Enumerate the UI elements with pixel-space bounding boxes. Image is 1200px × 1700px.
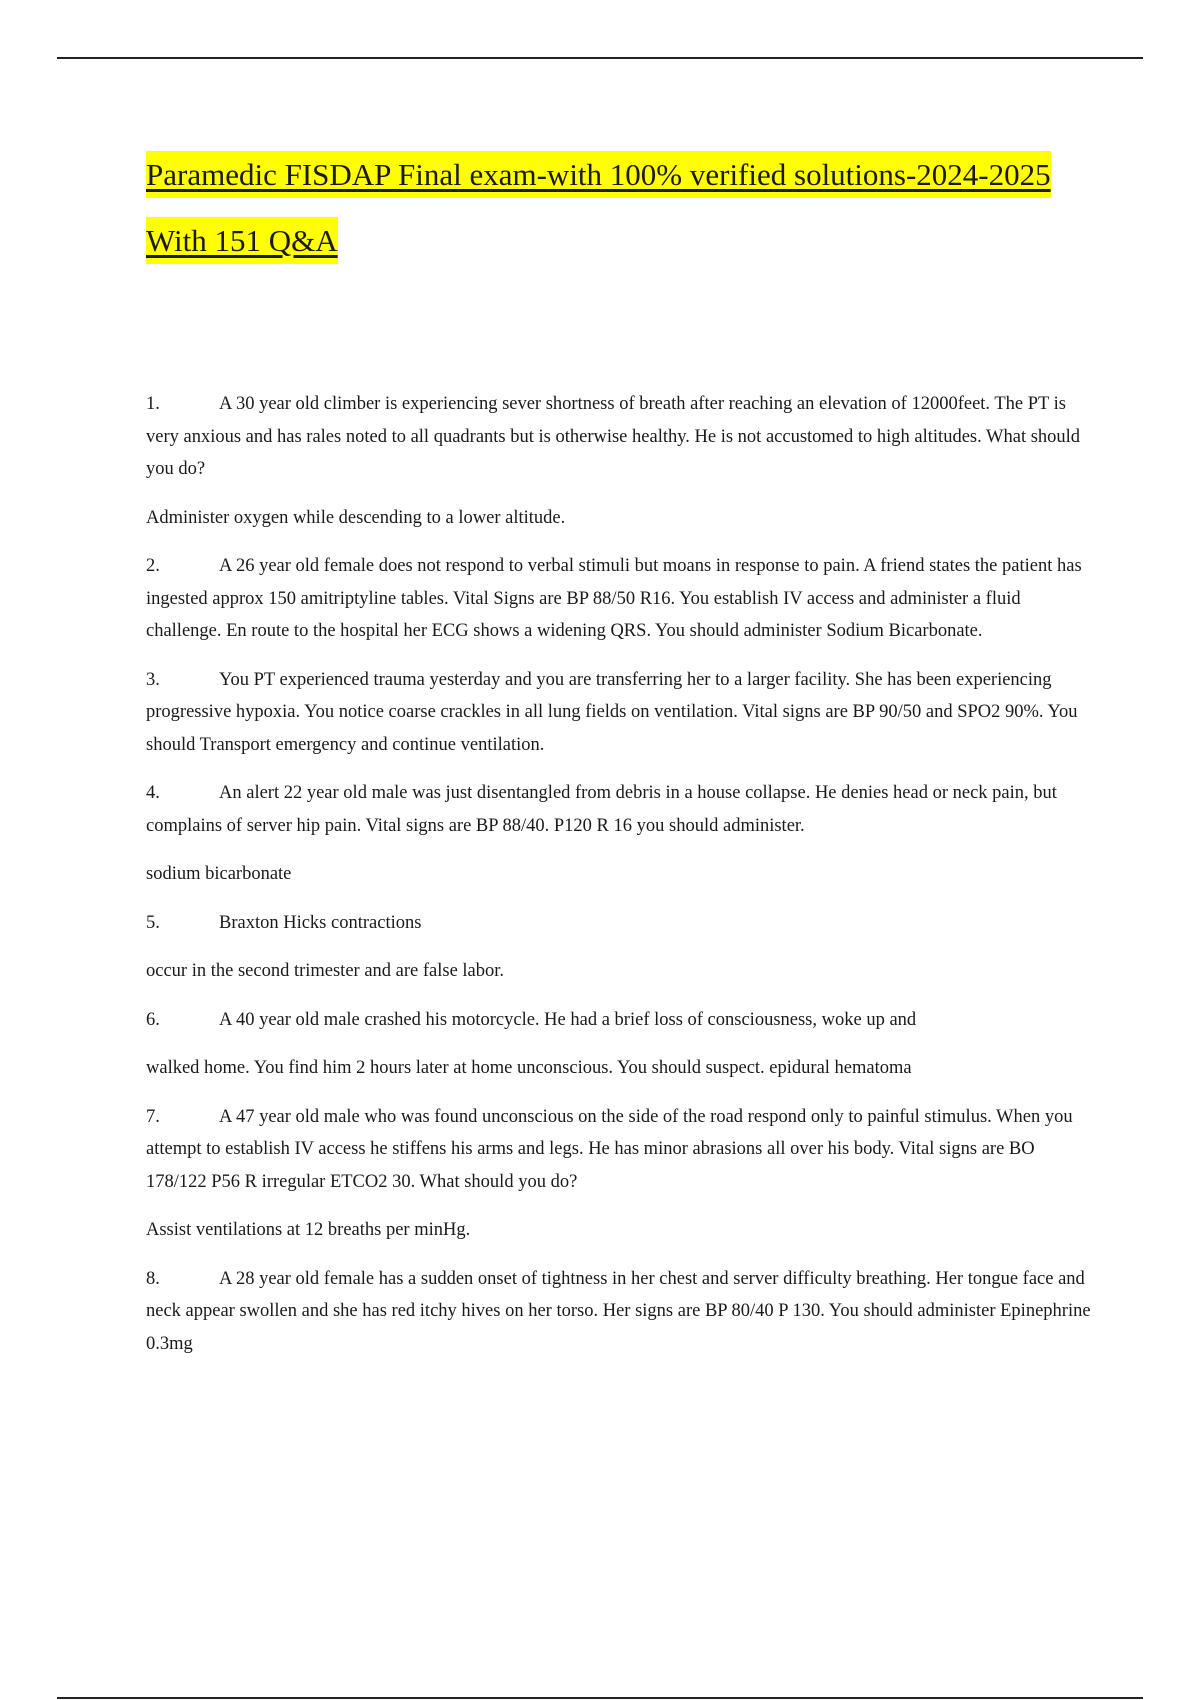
document-body (146, 148, 1096, 1376)
question-1 (146, 388, 1096, 486)
question-8 (146, 1263, 1096, 1361)
document-title (146, 148, 1096, 202)
qa-list (146, 388, 1096, 1360)
question-number: 3. (146, 669, 160, 690)
top-rule (57, 57, 1143, 59)
question-number: 1. (146, 394, 160, 414)
question-text: You PT experienced trauma yesterday and you are transferring her to a larger facility. She has been experiencing progressive hypoxia. You notice coarse crackles in all lung fields on ventilation. Vital signs are BP 90/50 and SPO2 90%. You should Transport emergency and continue ventilation. (146, 669, 1078, 755)
question-number: 4. (146, 783, 160, 803)
question-text: Braxton Hicks contractions (219, 912, 422, 933)
title-highlight: Paramedic FISDAP Final exam-with 100% verified solutions-2024-2025 (146, 151, 1051, 198)
answer-5: occur in the second trimester and are false labor. (146, 961, 505, 981)
question-number: 6. (146, 1009, 160, 1030)
question-text: A 28 year old female has a sudden onset of tightness in her chest and server difficulty breathing. Her tongue face and neck appear swollen and she has red itchy hives on her torso. Her signs are BP 80/40 P 130. You should administer Epinephrine 0.3mg (146, 1268, 1091, 1354)
question-text: A 40 year old male crashed his motorcycle. He had a brief loss of consciousness, woke up and (219, 1009, 917, 1030)
question-text: An alert 22 year old male was just disentangled from debris in a house collapse. He denies head or neck pain, but complains of server hip pain. Vital signs are BP 88/40. P120 R 16 you should administer. (146, 783, 1057, 836)
document-subtitle (146, 214, 1096, 268)
question-4 (146, 777, 1096, 842)
question-number: 8. (146, 1268, 160, 1289)
answer-6: walked home. You find him 2 hours later at home unconscious. You should suspect. epidural hematoma (146, 1058, 912, 1078)
bottom-rule (57, 1697, 1143, 1699)
question-6 (146, 1004, 1096, 1037)
question-7 (146, 1101, 1096, 1199)
question-number: 5. (146, 912, 160, 933)
answer-4: sodium bicarbonate (146, 864, 292, 884)
question-number: 2. (146, 556, 160, 576)
question-text: A 47 year old male who was found unconscious on the side of the road respond only to painful stimulus. When you attempt to establish IV access he stiffens his arms and legs. He has minor abrasions all over his body. Vital signs are BO 178/122 P56 R irregular ETCO2 30. What should you do? (146, 1106, 1073, 1192)
question-text: A 26 year old female does not respond to verbal stimuli but moans in response to pain. A friend states the patient has ingested approx 150 amitriptyline tables. Vital Signs are BP 88/50 R16. You establish IV access and administer a fluid challenge. En route to the hospital her ECG shows a widening QRS. You should administer Sodium Bicarbonate. (146, 556, 1082, 641)
question-2 (146, 550, 1096, 648)
subtitle-highlight: With 151 Q&A (146, 217, 338, 264)
question-text: A 30 year old climber is experiencing sever shortness of breath after reaching an elevation of 12000feet. The PT is very anxious and has rales noted to all quadrants but is otherwise healthy. He is not accustomed to high altitudes. What should you do? (146, 394, 1081, 479)
question-5 (146, 907, 1096, 940)
answer-1: Administer oxygen while descending to a lower altitude. (146, 507, 566, 528)
question-3 (146, 664, 1096, 762)
question-number: 7. (146, 1106, 160, 1127)
answer-7: Assist ventilations at 12 breaths per minHg. (146, 1220, 471, 1240)
